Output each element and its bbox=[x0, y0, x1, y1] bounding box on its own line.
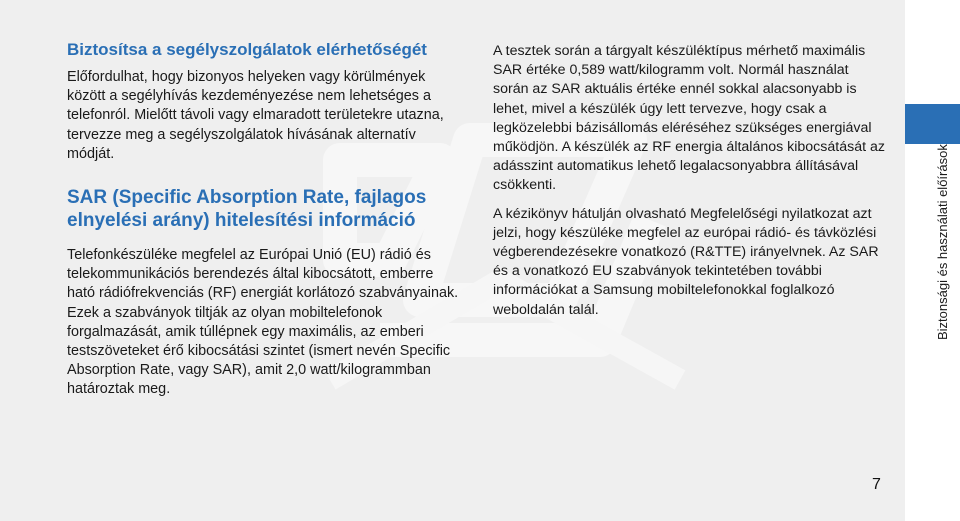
sidebar bbox=[905, 0, 960, 521]
sar-paragraph: Telefonkészüléke megfelel az Európai Unió (EU) rádió és telekommunikációs berendezés által kibocsátott, emberre ható rádiófrekvenciás (RF) energiát korlátozó szabványainak. Ezek a szabványok tiltják az olyan mobiltelefonok forgalmazását, amik túllépnek egy maximális, az emberi testszöveteket érő kibocsátási szintet (ismert nevén Specific Absorption Rate, vagy SAR), amit 2,0 watt/kilogrammban határoztak meg. bbox=[67, 247, 459, 398]
sar-test-paragraph: A tesztek során a tárgyalt készüléktípus mérhető maximális SAR értéke 0,589 watt/kilogramm volt. Normál használat során az SAR aktuális értéke ennél sokkal alacsonyabb is lehet, mivel a készülék úgy lett tervezve, hogy csak a legközelebbi bázisállomás eléréséhez szükséges energiával működjön. A készülék az RF energia általános kibocsátását az adásszint automatikus lehető legalacsonyabbra állításával csökkenti. bbox=[493, 43, 885, 194]
declaration-paragraph: A kézikönyv hátulján olvasható Megfelelőségi nyilatkozat azt jelzi, hogy készüléke megfelel az európai rádió- és távközlési végberendezésekre vonatkozó (R&TTE) irányelvnek. Az SAR és a vonatkozó EU szabványok tekintetében további információkat a Samsung mobiltelefonokkal foglalkozó weboldalán talál. bbox=[493, 205, 879, 318]
right-column bbox=[493, 42, 888, 320]
section-label: Biztonsági és használati előírások bbox=[935, 144, 950, 340]
emergency-heading: Biztosítsa a segélyszolgálatok elérhetőségét bbox=[67, 40, 427, 59]
sar-heading: SAR (Specific Absorption Rate, fajlagos elnyelési arány) hitelesítési információ bbox=[67, 187, 427, 232]
emergency-paragraph: Előfordulhat, hogy bizonyos helyeken vagy körülmények között a segélyhívás kezdeményezése nem lehetséges a telefonról. Mielőtt távoli vagy elmaradott területekre utazna, tervezze meg a segélyszolgálatok hívásának alternatív módját. bbox=[67, 69, 444, 162]
left-column bbox=[67, 40, 462, 400]
page-number: 7 bbox=[872, 476, 881, 493]
section-accent-bar bbox=[905, 104, 960, 144]
